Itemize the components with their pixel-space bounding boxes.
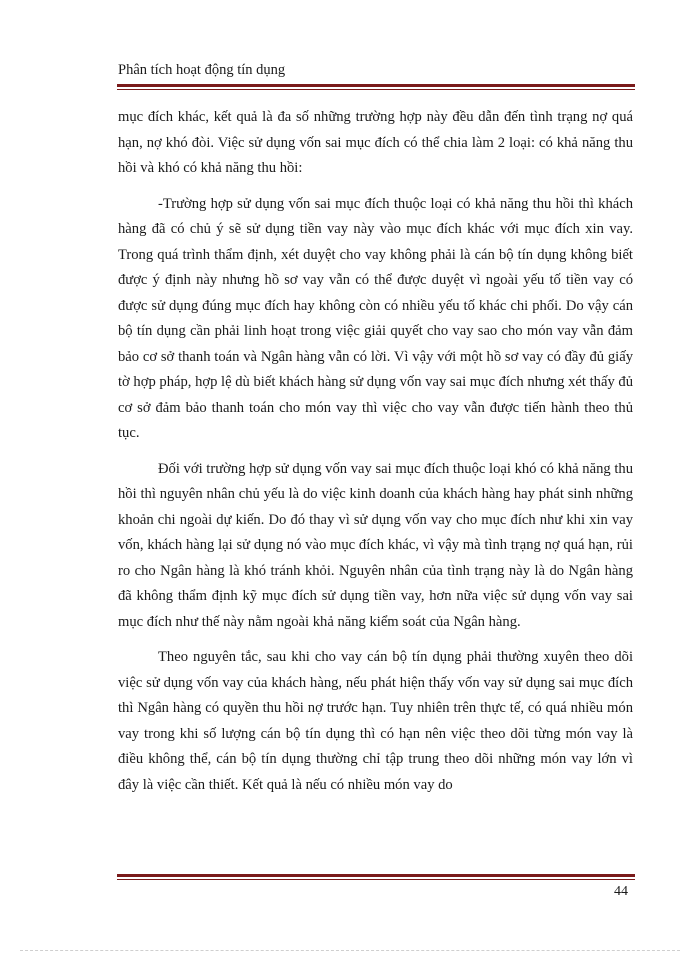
page-content	[118, 105, 633, 808]
page-bottom-border	[20, 950, 680, 951]
paragraph: Đối với trường hợp sử dụng vốn vay sai mục đích thuộc loại khó có khả năng thu hồi thì nguyên nhân chủ yếu là do việc kinh doanh của khách hàng hay phát sinh những khoản chi ngoài dự kiến. Do đó thay vì sử dụng vốn vay cho mục đích như khi xin vay vốn, khách hàng lại sử dụng nó vào mục đích khác, vì vậy mà tình trạng nợ quá hạn, rủi ro cho Ngân hàng là khó tránh khỏi. Nguyên nhân của tình trạng này là do Ngân hàng đã không thẩm định kỹ mục đích sử dụng tiền vay, hơn nữa việc sử dụng vốn vay sai mục đích như thế này nằm ngoài khả năng kiểm soát của Ngân hàng.	[118, 460, 633, 630]
paragraph: Theo nguyên tắc, sau khi cho vay cán bộ tín dụng phải thường xuyên theo dõi việc sử dụng vốn vay của khách hàng, nếu phát hiện thấy vốn vay sử dụng sai mục đích thì Ngân hàng có quyền thu hồi nợ trước hạn. Tuy nhiên trên thực tế, có quá nhiều món vay trong khi số lượng cán bộ tín dụng thì có hạn nên việc theo dõi từng món vay là điều không thể, cán bộ tín dụng thường chỉ tập trung theo dõi những món vay lớn vì đây là việc cần thiết. Kết quả là nếu có nhiều món vay do	[118, 649, 633, 793]
footer-rule	[117, 874, 635, 880]
page-number: 44	[614, 884, 628, 899]
page-header-title: Phân tích hoạt động tín dụng	[118, 62, 286, 78]
header-rule	[117, 84, 635, 90]
paragraph: -Trường hợp sử dụng vốn sai mục đích thuộc loại có khả năng thu hồi thì khách hàng đã có chủ ý sẽ sử dụng tiền vay này vào mục đích khác với mục đích xin vay. Trong quá trình thẩm định, xét duyệt cho vay không phải là cán bộ tín dụng không biết được ý định này nhưng hồ sơ vay vẫn có thể được duyệt vì ngoài yếu tố tiền vay có được sử dụng đúng mục đích hay không còn có nhiều yếu tố khác chi phối. Do vậy cán bộ tín dụng cần phải linh hoạt trong việc giải quyết cho vay sao cho món vay vẫn đảm bảo cơ sở thanh toán và Ngân hàng vẫn có lời. Vì vậy với một hồ sơ vay có đầy đủ giấy tờ hợp pháp, hợp lệ dù biết khách hàng sử dụng vốn vay sai mục đích nhưng xét thấy đủ cơ sở đảm bảo thanh toán cho món vay thì việc cho vay vẫn được tiến hành theo thủ tục.	[118, 195, 633, 441]
paragraph: mục đích khác, kết quả là đa số những trường hợp này đều dẫn đến tình trạng nợ quá hạn, nợ khó đòi. Việc sử dụng vốn sai mục đích có thể chia làm 2 loại: có khả năng thu hồi và khó có khả năng thu hồi:	[118, 109, 633, 176]
